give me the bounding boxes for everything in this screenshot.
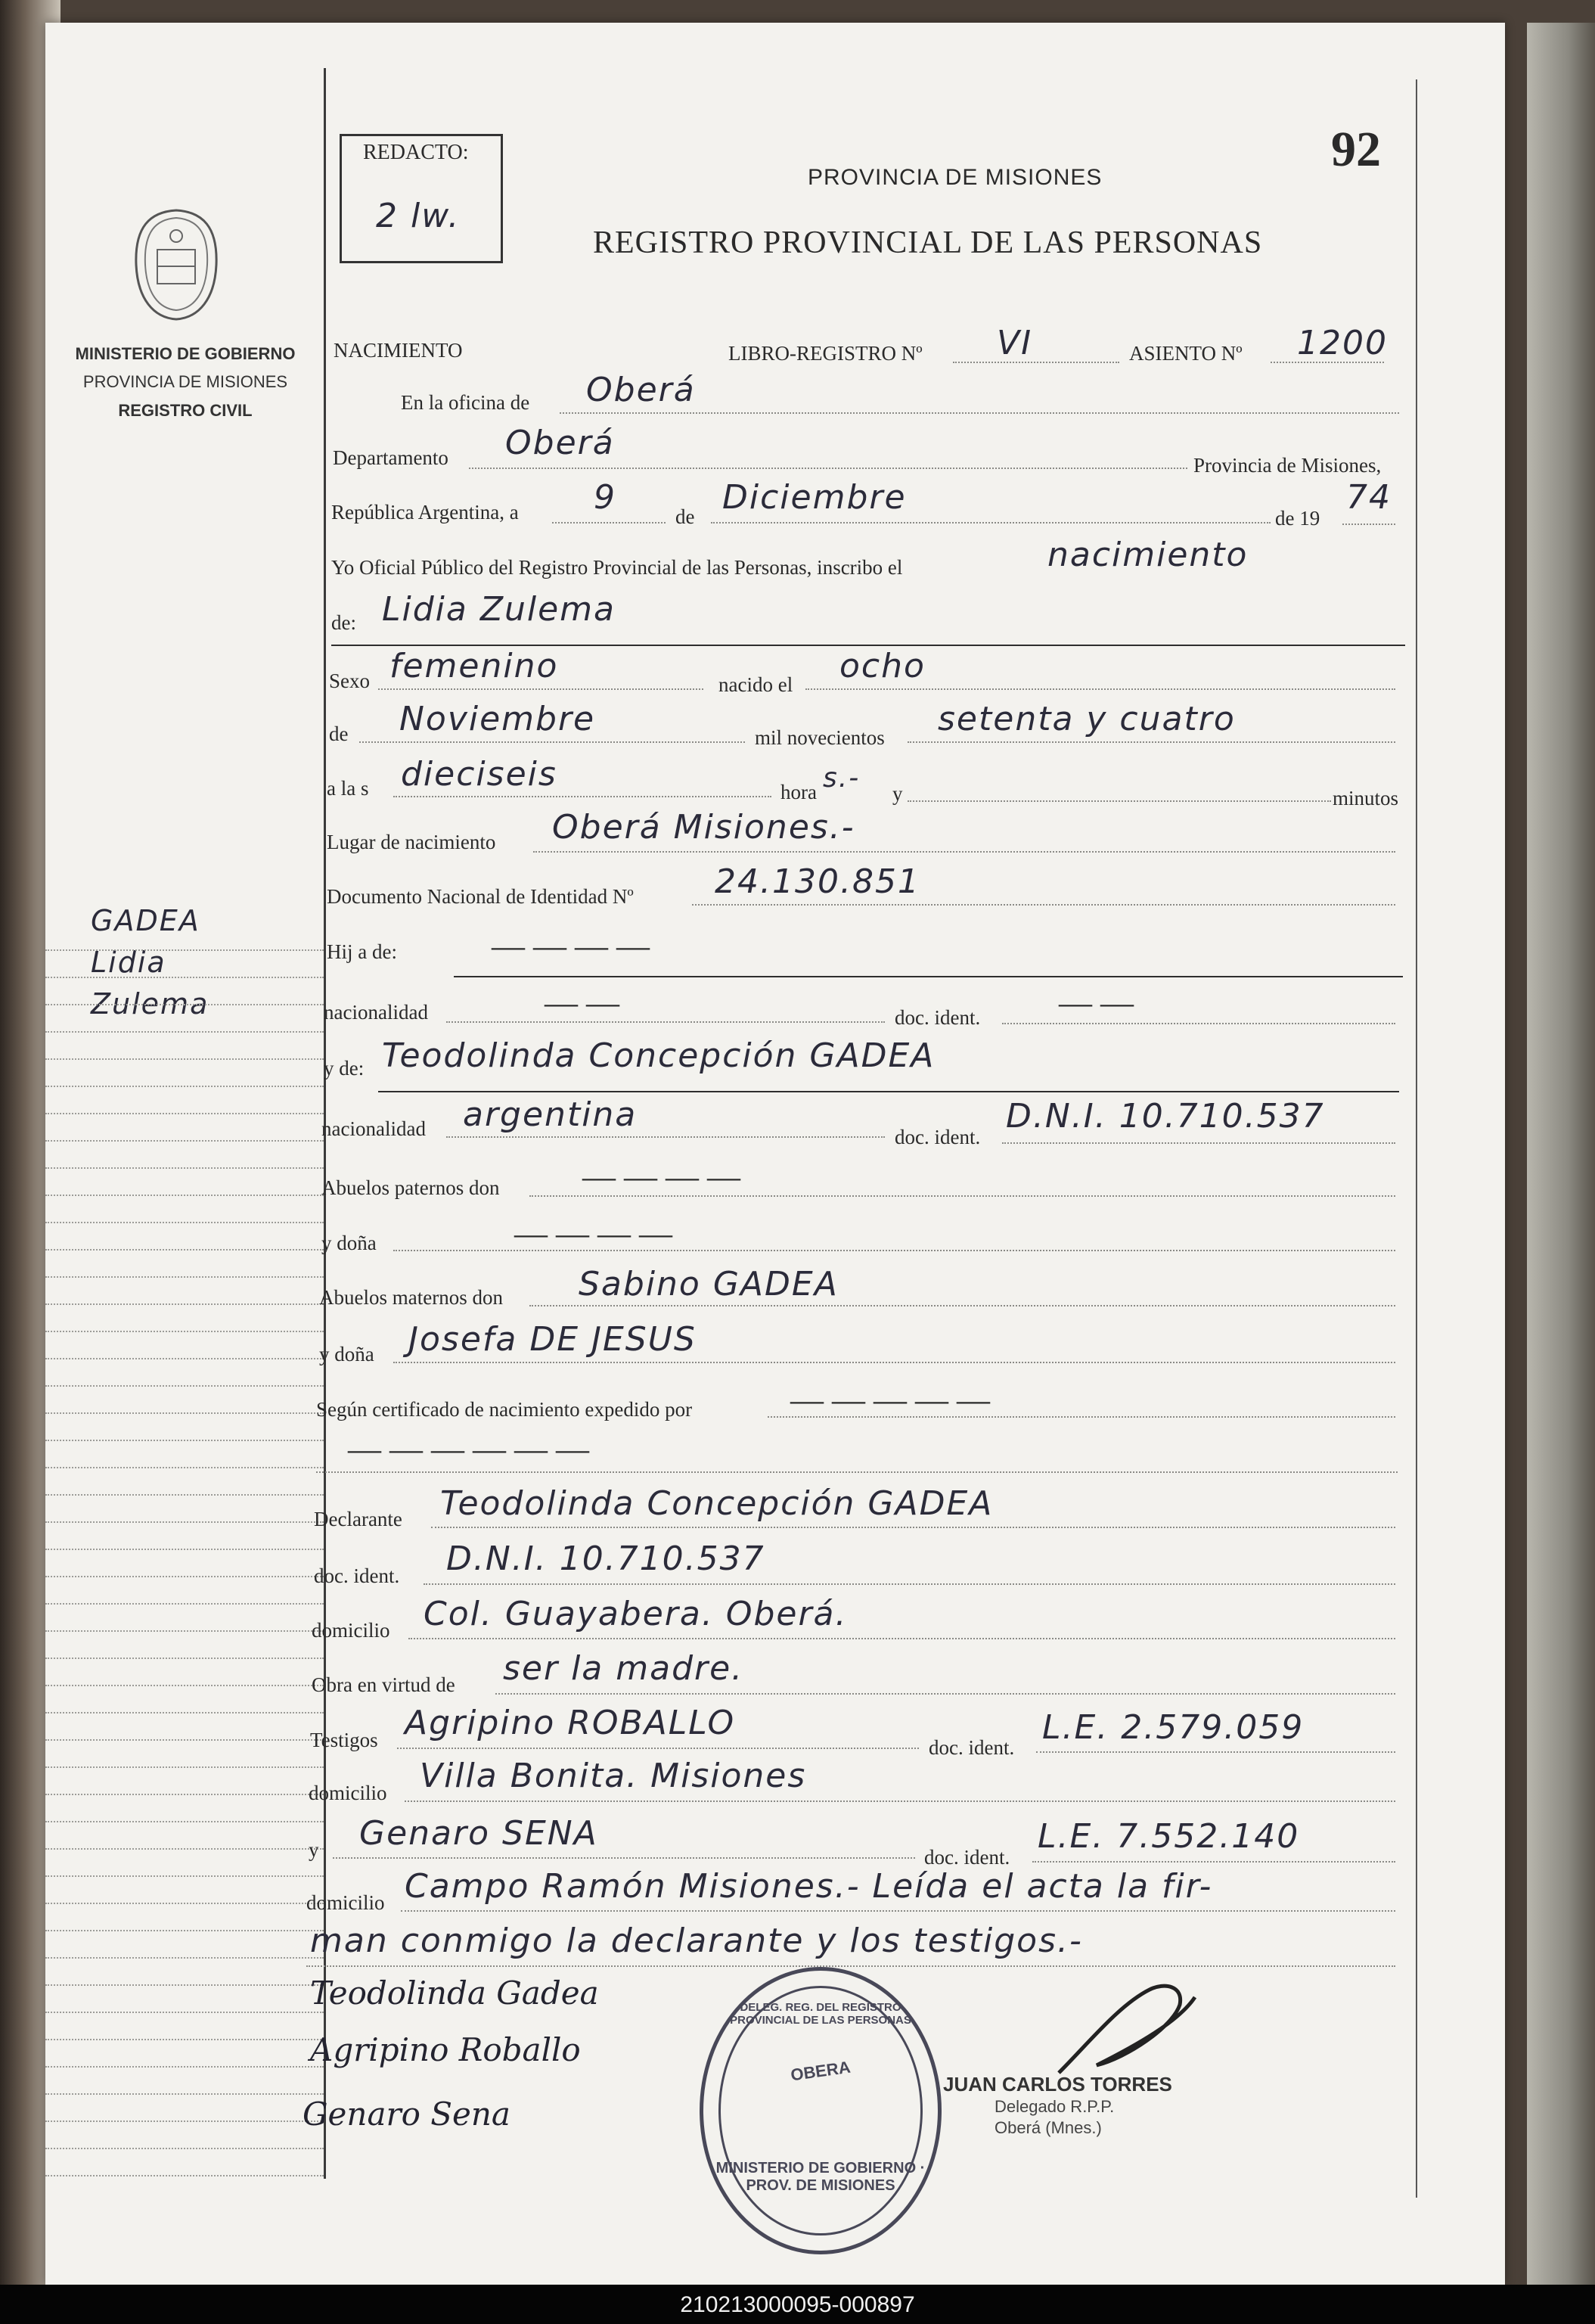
asiento-label: ASIENTO Nº xyxy=(1129,342,1243,365)
nac1-value: — — xyxy=(545,984,619,1021)
margin-ruled-line xyxy=(45,1576,324,1578)
dni-value: 24.130.851 xyxy=(715,862,920,901)
sexo-dotted-line xyxy=(378,688,703,691)
certificado-value: — — — — — xyxy=(790,1381,990,1418)
ydona-label: y doña xyxy=(321,1232,377,1254)
domicilio2-label: domicilio xyxy=(309,1782,387,1804)
y-label: y xyxy=(892,782,903,805)
record-type-label: NACIMIENTO xyxy=(334,339,463,362)
mes-dotted-line xyxy=(711,522,1271,524)
mil-value: setenta y cuatro xyxy=(938,700,1236,738)
libro-value: VI xyxy=(997,324,1033,362)
abuelos-m-value: Sabino GADEA xyxy=(579,1265,839,1303)
departamento-label: Departamento xyxy=(333,446,448,469)
margin-ruled-line xyxy=(45,1930,324,1932)
departamento-dotted-line xyxy=(469,468,1187,470)
libro-label: LIBRO-REGISTRO Nº xyxy=(728,342,923,365)
margin-ruled-line xyxy=(45,1331,324,1333)
margin-ruled-line xyxy=(45,1140,324,1142)
hora-label: hora xyxy=(780,781,817,803)
margin-ruled-line xyxy=(45,977,324,979)
nacido-dotted-line xyxy=(805,688,1395,691)
margin-ruled-line xyxy=(45,2175,324,2177)
abuelos-m-label: Abuelos maternos don xyxy=(319,1286,503,1309)
nac1-label: nacionalidad xyxy=(324,1001,428,1024)
declarante-value: Teodolinda Concepción GADEA xyxy=(440,1484,994,1523)
docid3-dotted-line xyxy=(424,1583,1395,1586)
nac2-dotted-line xyxy=(446,1136,885,1139)
oficina-value: Oberá xyxy=(586,371,696,409)
margin-ruled-line xyxy=(45,1004,324,1006)
closing-dotted-line xyxy=(306,1965,1395,1968)
docid4-label: doc. ident. xyxy=(929,1736,1015,1759)
nacido-value: ocho xyxy=(839,647,926,685)
anio-value: 74 xyxy=(1346,478,1392,517)
docid1-label: doc. ident. xyxy=(895,1006,981,1029)
dia-dotted-line xyxy=(552,522,666,524)
sexo-label: Sexo xyxy=(329,670,370,692)
provincia-label: Provincia de Misiones, xyxy=(1193,454,1382,477)
mes-value: Diciembre xyxy=(722,478,907,517)
margin-ruled-line xyxy=(45,1249,324,1251)
margin-ruled-line xyxy=(45,2012,324,2014)
docid3-label: doc. ident. xyxy=(314,1564,400,1587)
declarante-label: Declarante xyxy=(314,1508,402,1530)
docid4-value: L.E. 2.579.059 xyxy=(1042,1708,1305,1747)
margin-ruled-line xyxy=(45,1358,324,1360)
nac-mes-dotted-line xyxy=(359,741,745,744)
margin-ruled-line xyxy=(45,1222,324,1224)
margin-ruled-line xyxy=(45,2039,324,2041)
inscribo-label: Yo Oficial Público del Registro Provincial de las Personas, inscribo el xyxy=(331,556,903,579)
hija-value: — — — — xyxy=(492,927,650,965)
official-stamp xyxy=(700,1967,942,2254)
mil-label: mil novecientos xyxy=(755,726,885,749)
testigo1-dotted-line xyxy=(397,1748,919,1750)
margin-ruled-line xyxy=(45,1549,324,1551)
margin-ruled-line xyxy=(45,2120,324,2123)
docid3-value: D.N.I. 10.710.537 xyxy=(446,1539,765,1578)
testigo1-value: Agripino ROBALLO xyxy=(405,1704,736,1742)
stamp-ring-text: DELEG. REG. DEL REGISTRO PROVINCIAL DE LAS PERSONAS xyxy=(730,2001,911,2027)
obra-value: ser la madre. xyxy=(503,1649,744,1688)
ministry-line-1: MINISTERIO DE GOBIERNO xyxy=(75,344,296,363)
domicilio2-value: Villa Bonita. Misiones xyxy=(420,1757,807,1795)
ydona2-label: y doña xyxy=(319,1343,374,1366)
margin-ruled-line xyxy=(45,1086,324,1088)
margin-ruled-line xyxy=(45,1494,324,1496)
domicilio1-label: domicilio xyxy=(312,1619,390,1642)
minutos-dotted-line xyxy=(908,800,1331,803)
docid5-dotted-line xyxy=(1032,1861,1395,1863)
stamp-sub-text: MINISTERIO DE GOBIERNO · PROV. DE MISIONES xyxy=(715,2160,926,2194)
margin-ruled-line xyxy=(45,1195,324,1197)
margin-ruled-line xyxy=(45,1113,324,1115)
margin-ruled-line xyxy=(45,1712,324,1714)
ydona-value: — — — — xyxy=(514,1215,672,1252)
alas-value: dieciseis xyxy=(401,755,557,794)
docid5-label: doc. ident. xyxy=(924,1846,1010,1869)
signature-testigo-2: Genaro Sena xyxy=(303,2096,510,2133)
margin-surname: GADEA xyxy=(91,904,200,937)
asiento-value: 1200 xyxy=(1297,324,1388,362)
alas-dotted-line xyxy=(393,796,771,798)
margin-ruled-line xyxy=(45,1794,324,1796)
ydona2-value: Josefa DE JESUS xyxy=(408,1320,697,1359)
ministry-line-2: PROVINCIA DE MISIONES xyxy=(82,372,288,391)
officer-place: Oberá (Mnes.) xyxy=(995,2118,1102,2137)
departamento-value: Oberá xyxy=(505,424,615,462)
republica-label: República Argentina, a xyxy=(331,501,519,524)
abuelos-p-label: Abuelos paternos don xyxy=(321,1176,500,1199)
obra-dotted-line xyxy=(495,1693,1395,1695)
closing-value: man conmigo la declarante y los testigos.- xyxy=(310,1922,1083,1960)
redacto-value: 2 lw. xyxy=(376,197,461,235)
margin-ruled-line xyxy=(45,1630,324,1633)
margin-ruled-line xyxy=(45,949,324,952)
lugar-label: Lugar de nacimiento xyxy=(327,831,496,853)
margin-ruled-line xyxy=(45,1903,324,1905)
obra-label: Obra en virtud de xyxy=(312,1673,455,1696)
nombre-value: Lidia Zulema xyxy=(382,590,616,629)
testigos-label: Testigos xyxy=(310,1729,378,1751)
margin-ruled-line xyxy=(45,1167,324,1170)
lugar-dotted-line xyxy=(533,851,1395,853)
oficina-label: En la oficina de xyxy=(401,391,530,414)
officer-name: JUAN CARLOS TORRES xyxy=(943,2073,1172,2096)
margin-ruled-line xyxy=(45,1058,324,1061)
de-label: de xyxy=(675,505,695,528)
book-cover-right xyxy=(1527,23,1595,2285)
testigo2-dotted-line xyxy=(333,1857,915,1860)
oficina-dotted-line xyxy=(560,412,1399,415)
inscribo-value: nacimiento xyxy=(1047,536,1249,574)
nac2-label: nacionalidad xyxy=(321,1117,426,1140)
ministry-line-3: REGISTRO CIVIL xyxy=(118,401,253,420)
margin-ruled-line xyxy=(45,1303,324,1306)
margin-ruled-line xyxy=(45,1766,324,1769)
hija-underline xyxy=(454,976,1403,977)
nombre-underline xyxy=(331,645,1405,646)
margin-ruled-line xyxy=(45,1984,324,1987)
alas-label: a la s xyxy=(327,777,369,800)
domicilio1-dotted-line xyxy=(408,1638,1395,1640)
domicilio2-dotted-line xyxy=(405,1800,1395,1803)
signature-testigo-1: Agripino Roballo xyxy=(310,2031,581,2068)
footer-image-id: 210213000095-000897 xyxy=(680,2292,915,2317)
margin-ruled-line xyxy=(45,1848,324,1850)
certificado-dotted-line-2 xyxy=(316,1471,1398,1474)
yde-label: y de: xyxy=(324,1057,365,1080)
docid2-label: doc. ident. xyxy=(895,1126,981,1148)
de3-label: de xyxy=(329,722,349,745)
margin-ruled-line xyxy=(45,1821,324,1823)
margin-second-name: Zulema xyxy=(91,987,209,1021)
margin-ruled-line xyxy=(45,1440,324,1442)
margin-ruled-line xyxy=(45,1385,324,1387)
margin-ruled-line xyxy=(45,1685,324,1687)
officer-signature-icon xyxy=(1051,1974,1202,2088)
domicilio3-label: domicilio xyxy=(306,1891,385,1914)
nac-mes-value: Noviembre xyxy=(399,700,596,738)
hora-value: s.- xyxy=(823,763,861,794)
lugar-value: Oberá Misiones.- xyxy=(552,808,855,847)
redacto-label: REDACTO: xyxy=(363,141,469,164)
dia-value: 9 xyxy=(594,478,616,517)
margin-ruled-line xyxy=(45,1031,324,1033)
registry-title: REGISTRO PROVINCIAL DE LAS PERSONAS xyxy=(593,225,1263,260)
nac2-value: argentina xyxy=(463,1095,638,1134)
margin-ruled-line xyxy=(45,1739,324,1741)
libro-dotted-line xyxy=(953,362,1119,364)
margin-ruled-line xyxy=(45,1603,324,1605)
declarante-dotted-line xyxy=(431,1527,1395,1529)
ydona2-dotted-line xyxy=(393,1362,1395,1364)
signature-declarante: Teodolinda Gadea xyxy=(310,1974,599,2012)
margin-ruled-line xyxy=(45,1521,324,1524)
dni-dotted-line xyxy=(692,904,1395,906)
page-number: 92 xyxy=(1331,122,1381,177)
abuelos-p-value: — — — — xyxy=(582,1158,740,1195)
anio-dotted-line xyxy=(1342,524,1395,526)
margin-ruled-line xyxy=(45,1276,324,1279)
margin-ruled-line xyxy=(45,1467,324,1469)
testigo2-value: Genaro SENA xyxy=(359,1814,598,1853)
docid2-value: D.N.I. 10.710.537 xyxy=(1006,1097,1325,1136)
right-border-rule xyxy=(1416,79,1417,2198)
certificado-label: Según certificado de nacimiento expedido por xyxy=(316,1398,693,1421)
docid4-dotted-line xyxy=(1036,1751,1395,1754)
domicilio3-value: Campo Ramón Misiones.- Leída el acta la fir- xyxy=(405,1867,1213,1906)
margin-ruled-line xyxy=(45,1412,324,1415)
dni-label: Documento Nacional de Identidad Nº xyxy=(327,885,634,908)
de2-label: de: xyxy=(331,611,356,634)
madre-value: Teodolinda Concepción GADEA xyxy=(382,1036,936,1075)
nacido-label: nacido el xyxy=(718,673,793,696)
sexo-value: femenino xyxy=(389,647,559,685)
docid1-value: — — xyxy=(1059,984,1134,1021)
stamp-center-text: OBERA xyxy=(789,2057,852,2085)
docid1-dotted-line xyxy=(1002,1023,1395,1025)
domicilio3-dotted-line xyxy=(401,1910,1395,1912)
abuelos-m-dotted-line xyxy=(529,1305,1395,1307)
provincial-seal-icon xyxy=(127,204,225,325)
province-heading: PROVINCIA DE MISIONES xyxy=(808,165,1103,190)
y2-label: y xyxy=(309,1838,319,1861)
domicilio1-value: Col. Guayabera. Oberá. xyxy=(424,1595,848,1633)
minutos-label: minutos xyxy=(1333,787,1399,809)
margin-ruled-line xyxy=(45,1658,324,1660)
margin-ruled-line xyxy=(45,2066,324,2068)
certificado-value-2: — — — — — — xyxy=(348,1431,589,1468)
margin-ruled-line xyxy=(45,2148,324,2150)
hija-label: Hij a de: xyxy=(327,940,397,963)
madre-underline xyxy=(378,1091,1399,1092)
redacto-box xyxy=(340,134,503,263)
mil-dotted-line xyxy=(908,741,1395,744)
margin-first-name: Lidia xyxy=(91,946,166,979)
officer-role: Delegado R.P.P. xyxy=(995,2097,1115,2116)
nac1-dotted-line xyxy=(446,1021,885,1024)
docid2-dotted-line xyxy=(1002,1142,1395,1145)
margin-ruled-line xyxy=(45,1957,324,1959)
anio-label: de 19 xyxy=(1275,507,1320,530)
margin-ruled-line xyxy=(45,1875,324,1878)
docid5-value: L.E. 7.552.140 xyxy=(1038,1817,1300,1856)
margin-ruled-line xyxy=(45,2093,324,2096)
